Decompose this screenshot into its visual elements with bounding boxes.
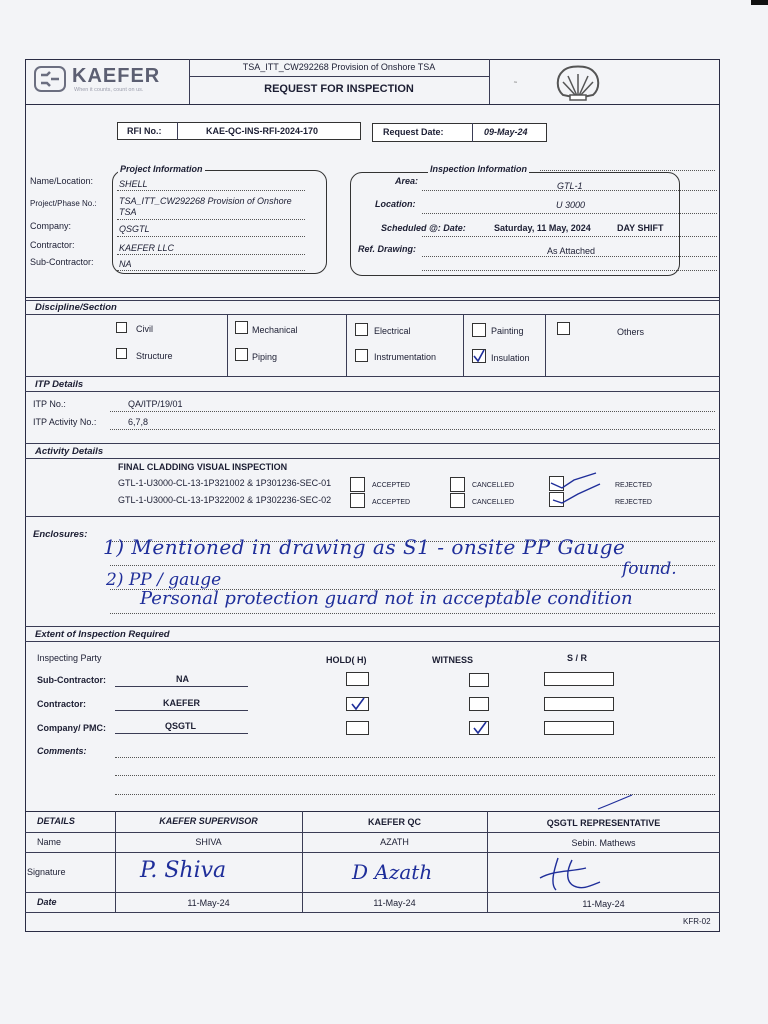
accepted-label-2: ACCEPTED	[372, 499, 411, 506]
header-mark: ˜	[514, 80, 517, 90]
scheduled-label: Scheduled @: Date:	[381, 223, 466, 233]
company-value: QSGTL	[119, 224, 150, 234]
area-value: GTL-1	[557, 181, 583, 191]
extent-company-value: QSGTL	[165, 721, 196, 731]
kaefer-logo-text: KAEFER	[72, 65, 161, 87]
inspection-info-title: Inspection Information	[430, 164, 528, 174]
hold-column-header: HOLD( H)	[326, 655, 367, 665]
extent-contractor-value: KAEFER	[163, 698, 201, 708]
structure-label: Structure	[136, 351, 173, 361]
discipline-title: Discipline/Section	[35, 302, 117, 313]
itp-activity-value: 6,7,8	[128, 417, 149, 427]
sr-column-header: S / R	[567, 653, 588, 663]
civil-checkbox[interactable]	[116, 322, 127, 333]
extent-company-label: Company/ PMC:	[37, 723, 107, 733]
sub-contractor-witness-checkbox[interactable]	[469, 673, 489, 687]
electrical-checkbox[interactable]	[355, 323, 368, 336]
location-label: Location:	[375, 199, 416, 209]
enclosure-handwriting-4: Personal protection guard not in acceptable condition	[140, 588, 633, 609]
enclosure-handwriting-1: 1) Mentioned in drawing as S1 - onsite PP Gauge	[103, 535, 626, 559]
qc-signature: D Azath	[352, 860, 433, 884]
project-phase-value-2: TSA	[119, 207, 137, 217]
contractor-sr-field[interactable]	[544, 697, 614, 711]
supervisor-name: SHIVA	[195, 837, 222, 847]
activity-heading: FINAL CLADDING VISUAL INSPECTION	[118, 462, 288, 472]
kaefer-qc-header: KAEFER QC	[367, 817, 421, 827]
cancelled-label-2: CANCELLED	[472, 499, 515, 506]
ref-drawing-label: Ref. Drawing:	[358, 244, 417, 254]
scheduled-value: Saturday, 11 May, 2024	[494, 223, 591, 233]
rejected-check-mark-icon	[548, 470, 608, 510]
piping-checkbox[interactable]	[235, 348, 248, 361]
enclosure-handwriting-2: found.	[622, 559, 677, 579]
sub-contractor-sr-field[interactable]	[544, 672, 614, 686]
company-hold-checkbox[interactable]	[346, 721, 369, 735]
request-date-label: Request Date:	[383, 127, 444, 137]
shift-value: DAY SHIFT	[617, 223, 664, 233]
accepted-label-1: ACCEPTED	[372, 482, 411, 489]
area-label: Area:	[395, 176, 419, 186]
rejected-label-1: REJECTED	[615, 482, 652, 489]
sub-contractor-label: Sub-Contractor:	[30, 257, 94, 267]
representative-tick-mark-icon	[596, 793, 636, 813]
representative-date: 11-May-24	[582, 899, 625, 909]
contractor-hold-check-mark-icon	[350, 697, 366, 711]
cancelled-label-1: CANCELLED	[472, 482, 515, 489]
supervisor-date: 11-May-24	[187, 898, 230, 908]
date-row-label: Date	[37, 897, 57, 907]
contractor-label: Contractor:	[30, 240, 75, 250]
representative-name: Sebin. Mathews	[571, 838, 636, 848]
project-line: TSA_ITT_CW292268 Provision of Onshore TSA	[242, 62, 436, 72]
contractor-witness-checkbox[interactable]	[469, 697, 489, 711]
kaefer-logo-icon	[34, 66, 66, 92]
painting-label: Painting	[491, 326, 524, 336]
witness-column-header: WITNESS	[432, 655, 474, 665]
insulation-check-mark-icon	[472, 349, 486, 363]
mechanical-label: Mechanical	[252, 325, 298, 335]
enclosures-label: Enclosures:	[33, 529, 88, 540]
structure-checkbox[interactable]	[116, 348, 127, 359]
rejected-label-2: REJECTED	[615, 499, 652, 506]
extent-contractor-label: Contractor:	[37, 699, 86, 709]
civil-label: Civil	[136, 324, 153, 334]
instrumentation-label: Instrumentation	[374, 352, 437, 362]
instrumentation-checkbox[interactable]	[355, 349, 368, 362]
extent-title: Extent of Inspection Required	[35, 629, 170, 640]
company-label: Company:	[30, 221, 72, 231]
cancelled-checkbox-1[interactable]	[450, 477, 465, 492]
form-title: REQUEST FOR INSPECTION	[264, 83, 414, 95]
name-location-label: Name/Location:	[30, 176, 94, 186]
scan-edge	[751, 0, 768, 5]
rfi-no-label: RFI No.:	[127, 126, 162, 136]
project-phase-label: Project/Phase No.:	[30, 199, 97, 208]
piping-label: Piping	[252, 352, 278, 362]
name-location-value: SHELL	[119, 179, 148, 189]
insulation-label: Insulation	[491, 353, 530, 363]
itp-no-label: ITP No.:	[33, 399, 66, 409]
sub-contractor-hold-checkbox[interactable]	[346, 672, 369, 686]
kaefer-logo	[34, 64, 182, 98]
ref-drawing-value: As Attached	[547, 246, 596, 256]
company-sr-field[interactable]	[544, 721, 614, 735]
enclosure-handwriting-3: 2) PP / gauge	[106, 570, 222, 590]
request-date-value: 09-May-24	[484, 127, 528, 137]
qc-date: 11-May-24	[373, 898, 416, 908]
location-value: U 3000	[556, 200, 586, 210]
supervisor-signature: P. Shiva	[140, 858, 227, 883]
itp-title: ITP Details	[35, 379, 84, 390]
extent-sub-contractor-label: Sub-Contractor:	[37, 675, 106, 685]
others-label: Others	[617, 327, 645, 337]
itp-activity-label: ITP Activity No.:	[33, 417, 97, 427]
electrical-label: Electrical	[374, 326, 411, 336]
others-checkbox[interactable]	[557, 322, 570, 335]
cancelled-checkbox-2[interactable]	[450, 493, 465, 508]
name-row-label: Name	[37, 837, 62, 847]
activity-line-2: GTL-1-U3000-CL-13-1P322002 & 1P302236-SEC-02	[118, 495, 332, 505]
inspecting-party-label: Inspecting Party	[37, 653, 102, 663]
project-info-title: Project Information	[120, 164, 203, 174]
sub-contractor-value: NA	[119, 259, 132, 269]
activity-line-1: GTL-1-U3000-CL-13-1P321002 & 1P301236-SEC-01	[118, 478, 332, 488]
painting-checkbox[interactable]	[472, 323, 486, 337]
shell-logo-icon	[555, 62, 601, 102]
qsgtl-representative-header: QSGTL REPRESENTATIVE	[546, 818, 661, 828]
comments-label: Comments:	[37, 746, 87, 756]
details-label: DETAILS	[37, 816, 75, 826]
representative-signature-icon	[536, 852, 606, 894]
itp-no-value: QA/ITP/19/01	[128, 399, 183, 409]
project-phase-value: TSA_ITT_CW292268 Provision of Onshore	[119, 196, 292, 206]
extent-sub-contractor-value: NA	[176, 674, 189, 684]
kaefer-logo-tagline: When it counts, count on us.	[74, 87, 144, 93]
kaefer-supervisor-header: KAEFER SUPERVISOR	[159, 816, 258, 826]
qc-name: AZATH	[380, 837, 409, 847]
accepted-checkbox-1[interactable]	[350, 477, 365, 492]
signature-row-label: Signature	[27, 867, 66, 877]
contractor-value: KAEFER LLC	[119, 243, 175, 253]
accepted-checkbox-2[interactable]	[350, 493, 365, 508]
rfi-no-value: KAE-QC-INS-RFI-2024-170	[206, 126, 319, 136]
mechanical-checkbox[interactable]	[235, 321, 248, 334]
company-witness-check-mark-icon	[472, 721, 488, 735]
activity-title: Activity Details	[35, 446, 104, 457]
form-code: KFR-02	[683, 917, 711, 926]
